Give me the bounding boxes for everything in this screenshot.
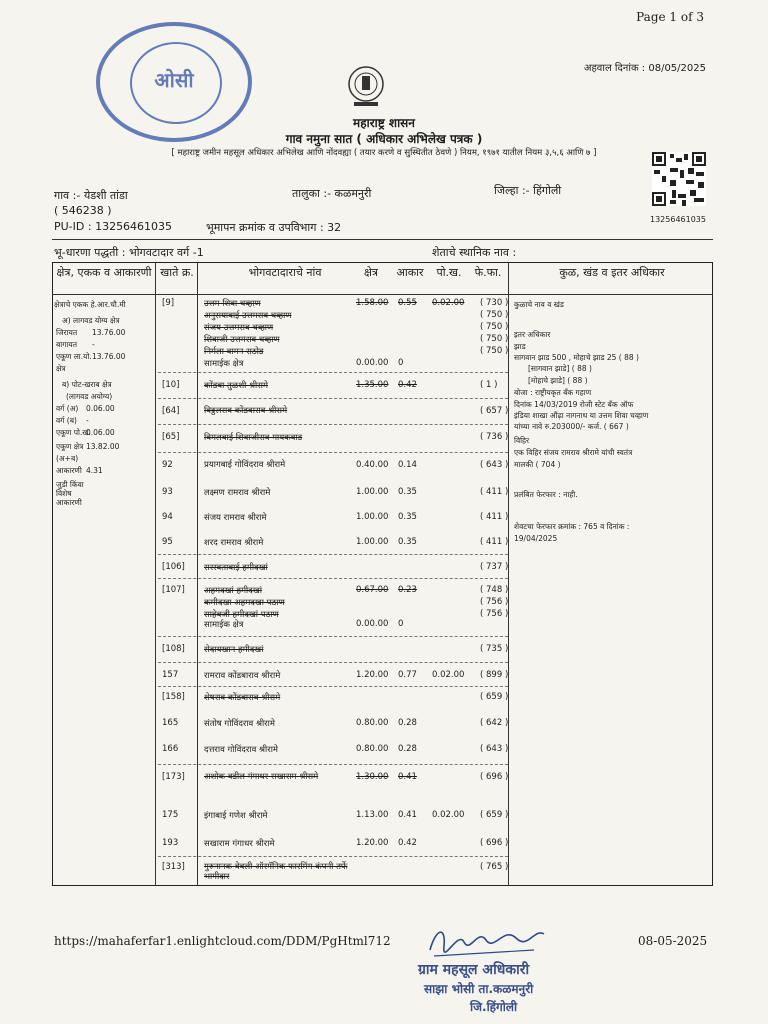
cell-acct: 193 bbox=[162, 838, 179, 848]
cell-kshetra: 1.30.00 bbox=[356, 772, 389, 782]
cell-akar: 0.28 bbox=[398, 718, 417, 728]
cell-name: विमलबाई शिवाजीराव गायकवाड bbox=[204, 433, 303, 443]
cell-kshetra: 0.40.00 bbox=[356, 460, 389, 470]
col-pokh: पो.ख. bbox=[436, 266, 462, 279]
cell-akar: 0.42 bbox=[398, 838, 417, 848]
table-row bbox=[158, 406, 508, 420]
cell-acct: [107] bbox=[162, 585, 185, 595]
rights-line: बोजा : राष्ट्रीयकृत बँक गहाण bbox=[514, 388, 592, 397]
area-summary-line: क्षेत्राचे एकक हे.आर.चौ.मी bbox=[54, 300, 126, 309]
cell-akar: 0.35 bbox=[398, 537, 417, 547]
rights-line: विहिर bbox=[514, 436, 530, 445]
cell-ferfar: ( 750 ) bbox=[480, 334, 509, 344]
rights-line: दिनांक 14/03/2019 रोजी स्टेट बँक ऑफ bbox=[514, 400, 634, 409]
table-row bbox=[158, 380, 508, 394]
col-area: क्षेत्र, एकक व आकारणी bbox=[56, 266, 152, 279]
cell-name: सामाईक क्षेत्र bbox=[204, 620, 244, 630]
cell-ferfar: ( 750 ) bbox=[480, 346, 509, 356]
table-row bbox=[158, 358, 508, 372]
rights-line: मालकी ( 704 ) bbox=[514, 460, 561, 469]
cell-name: सेदायखान हमीदखां bbox=[204, 645, 264, 655]
cell-kshetra: 0.80.00 bbox=[356, 718, 389, 728]
table-row bbox=[158, 692, 508, 706]
cell-akar: 0.42 bbox=[398, 380, 417, 390]
cell-kshetra: 1.00.00 bbox=[356, 512, 389, 522]
rights-line: इतर अधिकार bbox=[514, 330, 551, 339]
area-summary-line: एकूण ला.यो. bbox=[56, 352, 92, 361]
cell-akar: 0.55 bbox=[398, 298, 417, 308]
col-account: खाते क्र. bbox=[160, 266, 194, 279]
area-summary-line: आकारणी bbox=[56, 466, 82, 475]
table-row bbox=[158, 810, 508, 824]
table-row bbox=[158, 644, 508, 658]
row-divider bbox=[158, 578, 508, 579]
cell-kshetra: 0.00.00 bbox=[356, 619, 389, 629]
cell-akar: 0.28 bbox=[398, 744, 417, 754]
page-indicator: Page 1 of 3 bbox=[636, 10, 704, 24]
area-summary-line: ब) पोट-खराब क्षेत्र bbox=[62, 380, 112, 389]
cell-ferfar: ( 736 ) bbox=[480, 432, 509, 442]
cell-name: सखाराम गंगाधर श्रीरामे bbox=[204, 839, 275, 849]
table-row bbox=[158, 537, 508, 551]
cell-acct: 175 bbox=[162, 810, 179, 820]
cell-acct: 157 bbox=[162, 670, 179, 680]
district: जिल्हा :- हिंगोली bbox=[494, 184, 562, 197]
area-summary-line: जुडी किंवा विशेष आकारणी bbox=[56, 480, 84, 507]
tenure-type: भू-धारणा पद्धती : भोगवटादार वर्ग -1 bbox=[54, 246, 204, 259]
rights-line: एक विहिर संजय रामराव श्रीरामे यांची स्वतंत्र bbox=[514, 448, 633, 457]
cell-name: शरद रामराव श्रीरामे bbox=[204, 538, 264, 548]
cell-acct: 165 bbox=[162, 718, 179, 728]
cell-name: संजय रामराव श्रीरामे bbox=[204, 513, 267, 523]
table-row bbox=[158, 670, 508, 684]
cell-acct: 95 bbox=[162, 537, 173, 547]
cell-kshetra: 0.80.00 bbox=[356, 744, 389, 754]
col-kshetra: क्षेत्र bbox=[364, 266, 378, 279]
officer-title: ग्राम महसूल अधिकारी bbox=[418, 962, 530, 978]
report-date: अहवाल दिनांक : 08/05/2025 bbox=[583, 63, 706, 74]
cell-ferfar: ( 735 ) bbox=[480, 644, 509, 654]
village-code: ( 546238 ) bbox=[54, 204, 112, 217]
survey-number: भूमापन क्रमांक व उपविभाग : 32 bbox=[206, 221, 342, 234]
cell-akar: 0 bbox=[398, 619, 404, 629]
cell-akar: 0.77 bbox=[398, 670, 417, 680]
document-subtitle: गाव नमुना सात ( अधिकार अभिलेख पत्रक ) bbox=[285, 132, 483, 146]
cell-ferfar: ( 659 ) bbox=[480, 692, 509, 702]
area-summary-line: 13.76.00 bbox=[92, 352, 126, 361]
cell-kshetra: 1.20.00 bbox=[356, 838, 389, 848]
officer-signature bbox=[424, 920, 550, 964]
rights-line: इंडिया शाखा औंढ़ा नागनाथ या उत्तम शिवा चव्हाण bbox=[514, 411, 649, 420]
cell-pokh: 0.02.00 bbox=[432, 810, 465, 820]
table-row bbox=[158, 772, 508, 786]
col-akar: आकार bbox=[396, 266, 424, 279]
cell-ferfar: ( 642 ) bbox=[480, 718, 509, 728]
cell-ferfar: ( 899 ) bbox=[480, 670, 509, 680]
col-rights: कुळ, खंड व इतर अधिकार bbox=[559, 266, 665, 279]
area-summary-line: अ) लागवड योग्य क्षेत्र bbox=[62, 316, 120, 325]
cell-acct: 166 bbox=[162, 744, 179, 754]
cell-ferfar: ( 750 ) bbox=[480, 310, 509, 320]
pu-id: PU-ID : 13256461035 bbox=[54, 220, 173, 233]
taluka: तालुका :- कळमनुरी bbox=[292, 187, 372, 200]
row-divider bbox=[158, 686, 508, 687]
cell-name: निर्मला वामन राठोड bbox=[204, 347, 264, 357]
cell-akar: 0.41 bbox=[398, 810, 417, 820]
cell-kshetra: 1.35.00 bbox=[356, 380, 389, 390]
area-summary-line: (अ+ब) bbox=[56, 454, 79, 463]
cell-acct: [65] bbox=[162, 432, 180, 442]
rights-line: झाड bbox=[514, 342, 526, 351]
cell-akar: 0.23 bbox=[398, 585, 417, 595]
cell-ferfar: ( 696 ) bbox=[480, 772, 509, 782]
cell-name: इंगाबाई गणेश श्रीरामे bbox=[204, 811, 268, 821]
cell-name: दत्तराव गोविंदराव श्रीरामे bbox=[204, 745, 279, 755]
row-divider bbox=[158, 764, 508, 765]
table-row bbox=[158, 718, 508, 732]
cell-acct: [106] bbox=[162, 562, 185, 572]
cell-kshetra: 1.00.00 bbox=[356, 487, 389, 497]
cell-kshetra: 1.58.00 bbox=[356, 298, 389, 308]
area-summary-line: बागायत bbox=[56, 340, 78, 349]
cell-name: अशोक वडील गंगाधर सखाराम श्रीरामे bbox=[204, 772, 319, 782]
cell-ferfar: ( 1 ) bbox=[480, 380, 498, 390]
table-row bbox=[158, 862, 509, 882]
cell-acct: [158] bbox=[162, 692, 185, 702]
area-summary-line: जिरायत bbox=[56, 328, 78, 337]
rights-line: कुळाचे नाव व खंड bbox=[514, 300, 564, 309]
cell-ferfar: ( 643 ) bbox=[480, 744, 509, 754]
rule-reference: [ महाराष्ट्र जमीन महसूल अधिकार अभिलेख आणि नोंदवह्या ( तयार करणे व सुस्थितीत ठेवणे ) नियम, १९७१ यातील नियम ३,५,६ आणि ७ ] bbox=[171, 148, 597, 158]
cell-name: कमीदखा अहमदखा पठाण bbox=[204, 598, 285, 608]
source-url: https://mahaferfar1.enlightcloud.com/DDM/PgHtml712 bbox=[54, 934, 391, 948]
area-summary-line: वर्ग (अ) bbox=[56, 404, 79, 413]
cell-acct: [9] bbox=[162, 298, 175, 308]
cell-name: लक्ष्मण रामराव श्रीरामे bbox=[204, 488, 271, 498]
cell-pokh: 0.02.00 bbox=[432, 298, 465, 308]
cell-acct: [10] bbox=[162, 380, 180, 390]
table-row bbox=[158, 512, 508, 526]
row-divider bbox=[158, 636, 508, 637]
qr-code-icon bbox=[652, 152, 706, 206]
table-row bbox=[158, 562, 508, 576]
row-divider bbox=[158, 554, 508, 555]
area-summary-line: 0.06.00 bbox=[86, 428, 115, 437]
cell-ferfar: ( 411 ) bbox=[480, 512, 509, 522]
cell-akar: 0.14 bbox=[398, 460, 417, 470]
col-holder: भोगवटादाराचे नांव bbox=[248, 266, 322, 279]
area-summary-line: - bbox=[86, 416, 89, 425]
cell-name: शिवाजी उत्तमराव चव्हाण bbox=[204, 335, 280, 345]
cell-ferfar: ( 411 ) bbox=[480, 487, 509, 497]
rights-line: [मोहाचे झाडे] ( 88 ) bbox=[528, 376, 588, 385]
area-summary-line: 13.76.00 bbox=[92, 328, 126, 337]
state-emblem-icon bbox=[346, 62, 386, 110]
village-name: गाव :- येडशी तांडा bbox=[54, 189, 128, 202]
cell-name: सामाईक क्षेत्र bbox=[204, 359, 244, 369]
cell-kshetra: 1.20.00 bbox=[356, 670, 389, 680]
cell-name: संतोष गोविंदराव श्रीरामे bbox=[204, 719, 275, 729]
cell-name: संजय उत्तमराव चव्हाण bbox=[204, 323, 274, 333]
table-row bbox=[158, 432, 508, 446]
cell-akar: 0.35 bbox=[398, 487, 417, 497]
cell-name: प्रयागबाई गोविंदराव श्रीरामे bbox=[204, 460, 286, 470]
cell-name: कोंडबा तुळशी श्रीरामे bbox=[204, 381, 269, 391]
cell-acct: [313] bbox=[162, 862, 185, 872]
cell-ferfar: ( 737 ) bbox=[480, 562, 509, 572]
rights-line: शेवटचा फेरफार क्रमांक : 765 व दिनांक : bbox=[514, 522, 630, 531]
rights-line: यांच्या नावे रु.203000/- कर्ज. ( 667 ) bbox=[514, 422, 629, 431]
area-summary-line: एकूण पो.ख. bbox=[56, 428, 91, 437]
cell-akar: 0.35 bbox=[398, 512, 417, 522]
row-divider bbox=[158, 398, 508, 399]
row-divider bbox=[158, 424, 508, 425]
table-row bbox=[158, 838, 508, 852]
area-summary-line: क्षेत्र bbox=[56, 364, 66, 373]
seal-center-text: ओसी bbox=[154, 68, 194, 92]
cell-ferfar: ( 748 ) bbox=[480, 585, 509, 595]
area-summary-line: 13.82.00 bbox=[86, 442, 120, 451]
local-field-name: शेताचे स्थानिक नाव : bbox=[432, 246, 517, 259]
area-summary-line: एकूण क्षेत्र bbox=[56, 442, 84, 451]
cell-ferfar: ( 765 ) bbox=[480, 862, 509, 872]
row-divider bbox=[158, 662, 508, 663]
cell-ferfar: ( 696 ) bbox=[480, 838, 509, 848]
table-row bbox=[158, 460, 508, 474]
cell-acct: [64] bbox=[162, 406, 180, 416]
row-divider bbox=[158, 856, 508, 857]
rights-line: सागवान झाड 500 , मोहाचे झाड 25 ( 88 ) bbox=[514, 353, 639, 362]
area-summary-line: (लागवड अयोग्य) bbox=[66, 392, 113, 401]
cell-ferfar: ( 657 ) bbox=[480, 406, 509, 416]
row-divider bbox=[158, 452, 508, 453]
area-summary-line: वर्ग (ब) bbox=[56, 416, 77, 425]
footer-date: 08-05-2025 bbox=[638, 934, 708, 948]
cell-pokh: 0.02.00 bbox=[432, 670, 465, 680]
cell-kshetra: 1.00.00 bbox=[356, 537, 389, 547]
cell-name: साहेबजी हमीदखां पठाण bbox=[204, 610, 279, 620]
cell-akar: 0.41 bbox=[398, 772, 417, 782]
cell-name: सरस्वताबाई हमीदखां bbox=[204, 563, 268, 573]
cell-ferfar: ( 411 ) bbox=[480, 537, 509, 547]
document-title: महाराष्ट्र शासन bbox=[353, 116, 415, 130]
table-row bbox=[158, 744, 508, 758]
area-summary-line: 0.06.00 bbox=[86, 404, 115, 413]
cell-name: विठ्ठलराव कोंडबाराव श्रीरामे bbox=[204, 406, 288, 416]
cell-name: रामराव कोंडबाराव श्रीरामे bbox=[204, 671, 281, 681]
cell-acct: 94 bbox=[162, 512, 173, 522]
col-ferfar: फे.फा. bbox=[474, 266, 502, 279]
qr-number: 13256461035 bbox=[650, 215, 706, 224]
row-divider bbox=[158, 372, 508, 373]
table-row bbox=[158, 487, 508, 501]
cell-ferfar: ( 643 ) bbox=[480, 460, 509, 470]
cell-kshetra: 0.67.00 bbox=[356, 585, 389, 595]
rights-line: 19/04/2025 bbox=[514, 534, 558, 543]
officer-office: साझा भोसी ता.कळमनुरी bbox=[424, 982, 534, 996]
area-summary-line: - bbox=[92, 340, 95, 349]
cell-name: अहमदखां हमीदखां bbox=[204, 586, 262, 596]
officer-district: जि.हिंगोली bbox=[470, 1000, 518, 1014]
cell-acct: [173] bbox=[162, 772, 185, 782]
cell-acct: 92 bbox=[162, 460, 173, 470]
cell-ferfar: ( 659 ) bbox=[480, 810, 509, 820]
cell-name: गुरुनानक वेबली ऑरगॅनिक फारमिंग कंपनी तर्फे भागीदार bbox=[204, 862, 348, 882]
area-summary-line: 4.31 bbox=[86, 466, 103, 475]
cell-ferfar: ( 756 ) bbox=[480, 597, 509, 607]
cell-akar: 0 bbox=[398, 358, 404, 368]
cell-acct: [108] bbox=[162, 644, 185, 654]
table-row bbox=[158, 619, 508, 633]
cell-ferfar: ( 730 ) bbox=[480, 298, 509, 308]
rights-line: प्रलंबित फेरफार : नाही. bbox=[514, 490, 578, 499]
cell-acct: 93 bbox=[162, 487, 173, 497]
cell-kshetra: 1.13.00 bbox=[356, 810, 389, 820]
cell-kshetra: 0.00.00 bbox=[356, 358, 389, 368]
cell-name: अनुसयाबाई उत्तमराव चव्हाण bbox=[204, 311, 292, 321]
cell-ferfar: ( 756 ) bbox=[480, 609, 509, 619]
rights-line: [सागवान झाडे] ( 88 ) bbox=[528, 364, 592, 373]
cell-ferfar: ( 750 ) bbox=[480, 322, 509, 332]
cell-name: उत्तम शिवा चव्हाण bbox=[204, 299, 261, 309]
cell-name: शेषराव कोंडबाराव श्रीरामे bbox=[204, 693, 281, 703]
